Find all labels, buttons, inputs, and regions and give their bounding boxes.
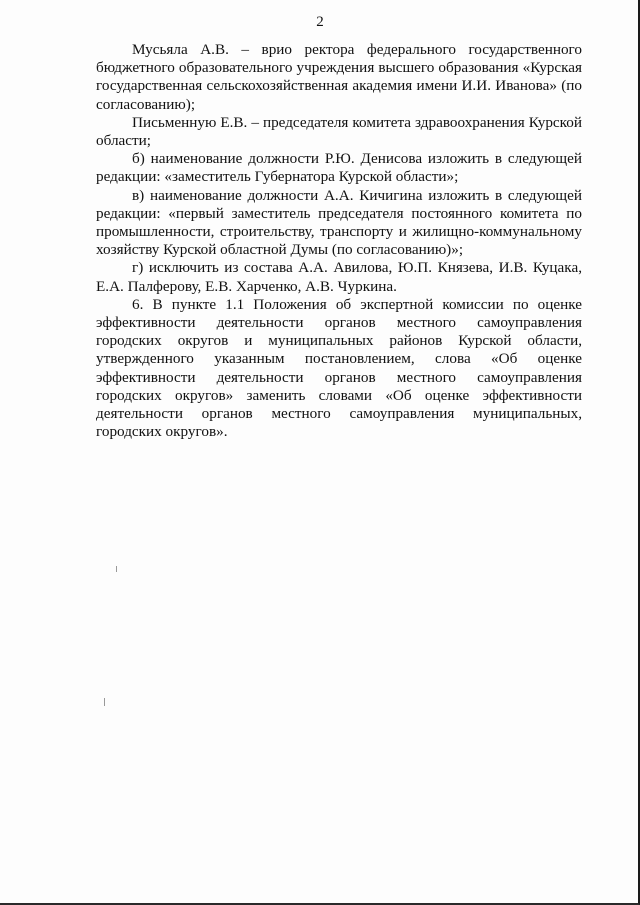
scan-artifact [104,698,105,706]
paragraph-pismennaya: Письменную Е.В. – председателя комитета здравоохранения Курской области; [96,113,582,150]
paragraph-item-g: г) исключить из состава А.А. Авилова, Ю.П. Князева, И.В. Куцака, Е.А. Палферову, Е.В. Харченко, А.В. Чуркина. [96,259,582,295]
document-body [96,41,582,441]
paragraph-item-v: в) наименование должности А.А. Кичигина изложить в следующей редакции: «первый заместитель председателя постоянного комитета по промышленности, строительству, транспорту и жилищно-коммунальному хозяйству Курской областной Думы (по согласованию)»; [96,186,582,259]
page-number: 2 [316,14,324,30]
paragraph-item-b: б) наименование должности Р.Ю. Денисова изложить в следующей редакции: «заместитель Губернатора Курской области»; [96,150,582,186]
paragraph-item-6: 6. В пункте 1.1 Положения об экспертной комиссии по оценке эффективности деятельности органов местного самоуправления городских округов и муниципальных районов Курской области, утвержденного указанным постановлением, слова «Об оценке эффективности деятельности органов местного самоуправления городских округов» заменить словами «Об оценке эффективности деятельности органов местного самоуправления муниципальных, городских округов». [96,295,582,441]
scan-artifact [116,566,117,572]
paragraph-musyala: Мусьяла А.В. – врио ректора федерального государственного бюджетного образовательного учреждения высшего образования «Курская государственная сельскохозяйственная академия имени И.И. Иванова» (по согласованию); [96,41,582,113]
